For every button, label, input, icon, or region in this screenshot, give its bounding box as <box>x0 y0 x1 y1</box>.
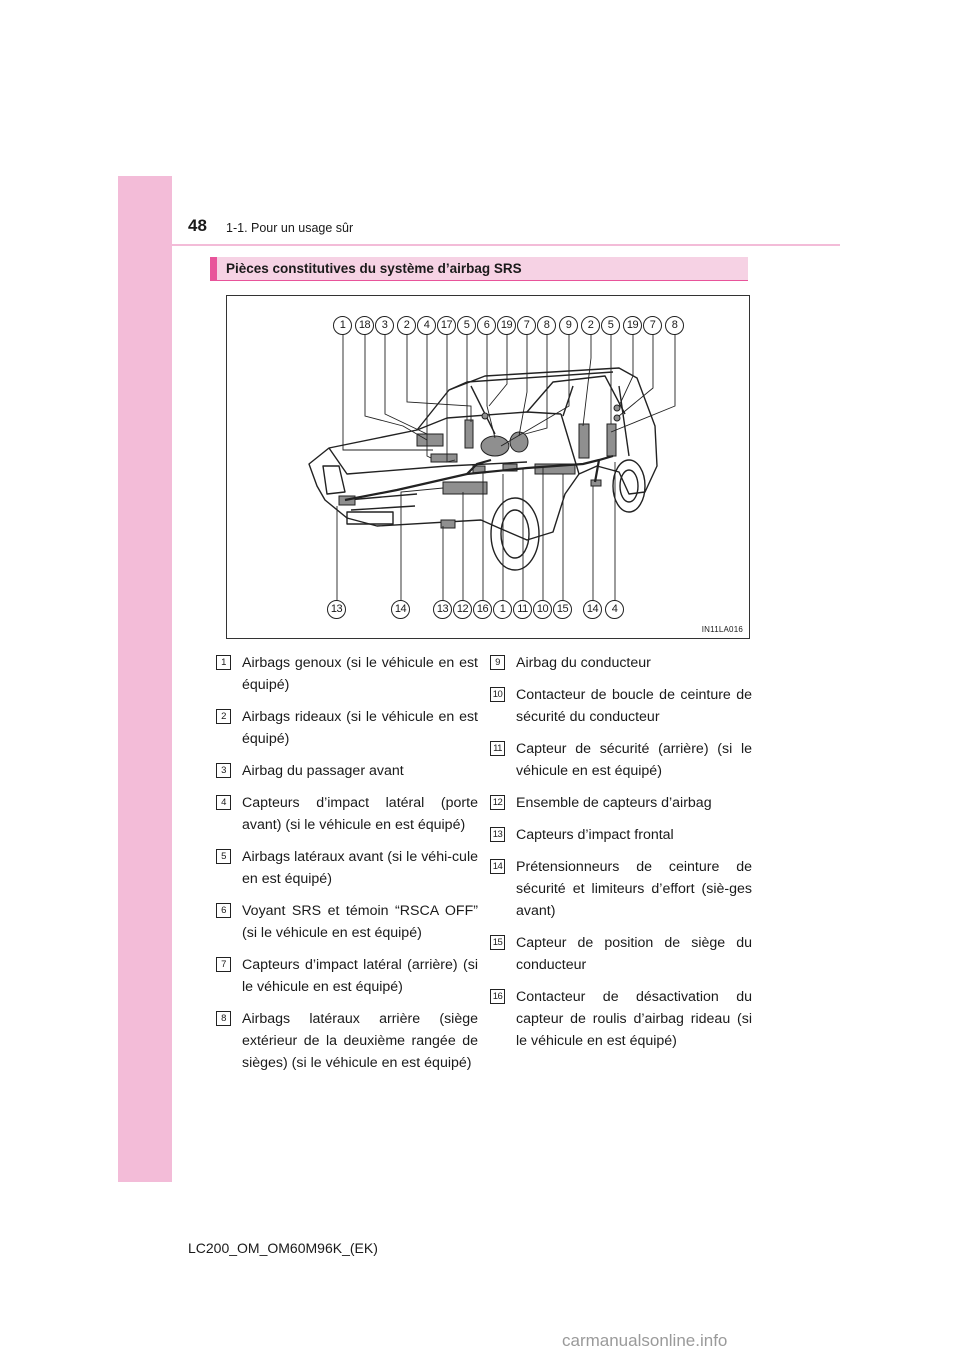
legend-item <box>216 792 478 836</box>
callout-15: 15 <box>553 600 572 619</box>
callout-19: 19 <box>497 316 516 335</box>
legend-text: Contacteur de boucle de ceinture de sécurité du conducteur <box>516 687 752 725</box>
legend-number: 10 <box>490 687 505 702</box>
callout-5: 5 <box>457 316 476 335</box>
legend-item <box>216 652 478 696</box>
legend-item <box>216 900 478 944</box>
callout-12: 12 <box>453 600 472 619</box>
section-title-text: Pièces constitutives du système d’airbag SRS <box>226 261 522 276</box>
callout-13: 13 <box>327 600 346 619</box>
legend-text: Prétensionneurs de ceinture de sécurité et limiteurs d’effort (siè-ges avant) <box>516 859 752 919</box>
legend-item <box>490 986 752 1052</box>
legend-number: 6 <box>216 903 231 918</box>
legend-text: Contacteur de désactivation du capteur de roulis d’airbag rideau (si le véhicule en est équipé) <box>516 989 752 1049</box>
legend-number: 4 <box>216 795 231 810</box>
callout-14b: 14 <box>583 600 602 619</box>
legend-number: 12 <box>490 795 505 810</box>
legend-text: Voyant SRS et témoin “RSCA OFF” (si le véhicule en est équipé) <box>242 903 478 941</box>
legend-item <box>216 954 478 998</box>
legend-text: Airbags rideaux (si le véhicule en est équipé) <box>242 709 478 747</box>
legend-number: 2 <box>216 709 231 724</box>
vehicle-illustration <box>227 296 751 640</box>
callout-6: 6 <box>477 316 496 335</box>
header-rule <box>172 244 840 246</box>
legend-number: 11 <box>490 741 505 756</box>
airbag-diagram <box>226 295 750 639</box>
callout-16: 16 <box>473 600 492 619</box>
callout-2: 2 <box>397 316 416 335</box>
legend-number: 3 <box>216 763 231 778</box>
legend-number: 13 <box>490 827 505 842</box>
callout-7: 7 <box>517 316 536 335</box>
legend-text: Ensemble de capteurs d’airbag <box>516 795 712 811</box>
legend-item <box>216 1008 478 1074</box>
page-number: 48 <box>188 216 207 235</box>
callout-2b: 2 <box>581 316 600 335</box>
legend-item <box>490 652 752 674</box>
chapter-title: 1-1. Pour un usage sûr <box>226 221 354 235</box>
callout-4: 4 <box>417 316 436 335</box>
legend-item <box>490 684 752 728</box>
callout-17: 17 <box>437 316 456 335</box>
legend-text: Airbag du conducteur <box>516 655 651 671</box>
legend-item <box>490 856 752 922</box>
legend-item <box>490 932 752 976</box>
callout-5b: 5 <box>601 316 620 335</box>
callout-1b: 1 <box>493 600 512 619</box>
legend-column-left <box>216 652 478 1084</box>
legend-item <box>490 824 752 846</box>
callout-1: 1 <box>333 316 352 335</box>
legend-text: Capteur de sécurité (arrière) (si le véhicule en est équipé) <box>516 741 752 779</box>
figure-code: IN11LA016 <box>701 625 743 634</box>
chapter-side-band <box>118 176 172 1182</box>
callout-13b: 13 <box>433 600 452 619</box>
callout-8: 8 <box>537 316 556 335</box>
callout-8b: 8 <box>665 316 684 335</box>
legend-text: Airbags genoux (si le véhicule en est équipé) <box>242 655 478 693</box>
footer-model-code: LC200_OM_OM60M96K_(EK) <box>188 1240 378 1256</box>
legend-number: 16 <box>490 989 505 1004</box>
legend-text: Capteurs d’impact latéral (arrière) (si le véhicule en est équipé) <box>242 957 478 995</box>
callout-11: 11 <box>513 600 532 619</box>
section-title <box>210 257 748 281</box>
legend-text: Airbags latéraux arrière (siège extérieur de la deuxième rangée de sièges) (si le véhicule en est équipé) <box>242 1011 478 1071</box>
callout-9: 9 <box>559 316 578 335</box>
legend-number: 14 <box>490 859 505 874</box>
callout-10: 10 <box>533 600 552 619</box>
legend-item <box>216 706 478 750</box>
legend-column-right <box>490 652 752 1062</box>
legend-text: Airbags latéraux avant (si le véhi-cule en est équipé) <box>242 849 478 887</box>
legend-number: 5 <box>216 849 231 864</box>
callout-18: 18 <box>355 316 374 335</box>
watermark: carmanualsonline.info <box>562 1331 728 1350</box>
legend-number: 7 <box>216 957 231 972</box>
legend-number: 8 <box>216 1011 231 1026</box>
callout-19b: 19 <box>623 316 642 335</box>
legend-item <box>216 846 478 890</box>
legend-item <box>490 738 752 782</box>
legend-item <box>216 760 478 782</box>
callout-7b: 7 <box>643 316 662 335</box>
legend-number: 9 <box>490 655 505 670</box>
legend-text: Capteur de position de siège du conducteur <box>516 935 752 973</box>
callout-3: 3 <box>375 316 394 335</box>
callout-4b: 4 <box>605 600 624 619</box>
legend-text: Capteurs d’impact latéral (porte avant) (si le véhicule en est équipé) <box>242 795 478 833</box>
legend-text: Capteurs d’impact frontal <box>516 827 674 843</box>
legend-number: 15 <box>490 935 505 950</box>
legend-item <box>490 792 752 814</box>
legend-text: Airbag du passager avant <box>242 763 404 779</box>
callout-14: 14 <box>391 600 410 619</box>
legend-number: 1 <box>216 655 231 670</box>
